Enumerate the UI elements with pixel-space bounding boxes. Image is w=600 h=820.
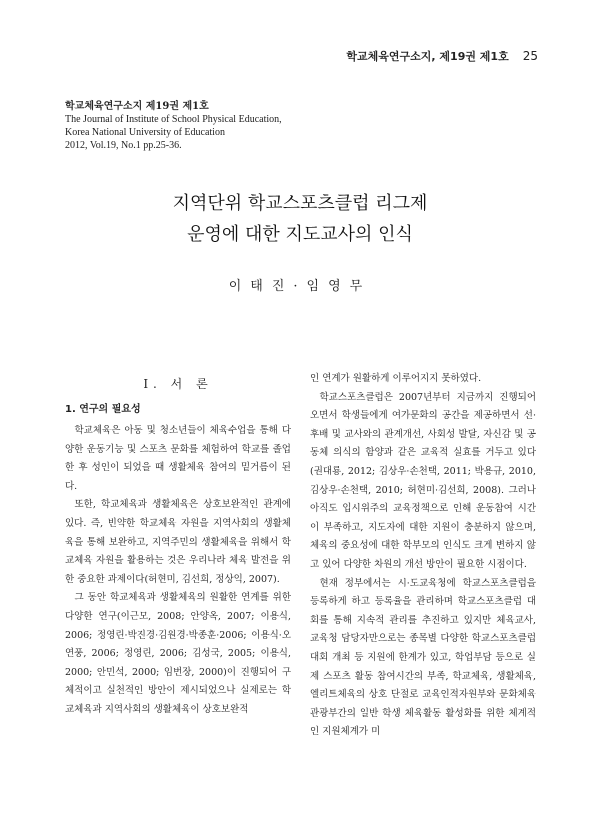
masthead-english-line1: The Journal of Institute of School Physical Education, [65, 114, 282, 125]
section-heading: I. 서 론 [143, 377, 213, 391]
page-number: 25 [522, 49, 538, 63]
body-paragraph: 인 연계가 원활하게 이루어지지 못하였다. [310, 373, 482, 384]
body-paragraph: 또한, 학교체육과 생활체육은 상호보완적인 관계에 있다. 즉, 빈약한 학교체육 자원을 지역사회의 생활체육을 통해 보완하고, 지역주민의 생활체육을 위해서 학교체육 자원을 활용하는 것은 우리나라 체육 발전을 위한 중요한 과제이다(허현미, 김선희, 정상익, 2007). [65, 499, 291, 585]
paper-title [0, 188, 600, 250]
body-paragraph: 그 동안 학교체육과 생활체육의 원활한 연계를 위한 다양한 연구(이근모, 2008; 안양옥, 2007; 이용식, 2006; 정영린·박진경·김원경·박종훈·2006; 이용식·오연풍, 2006; 정영린, 2006; 김성국, 2005; 이용식, 2000; 안민석, 2000; 임번장, 2000)이 진행되어 구체적이고 실천적인 방안이 제시되었으나 실제로는 학교체육과 지역사회의 생활체육이 상호보완적 [65, 592, 291, 715]
running-head [346, 48, 538, 64]
running-head-journal: 학교체육연구소지, 제19권 제1호 [346, 50, 509, 63]
body-paragraph: 현재 정부에서는 시·도교육청에 학교스포츠클럽을 등록하게 하고 등록율을 관리하며 학교스포츠클럽 대회를 통해 지속적 관리를 추진하고 있지만 체육교사, 교육청 담당자만으로는 종목별 다양한 학교스포츠클럽 대회 개최 등 지원에 한계가 있고, 학업부담 등으로 실제 스포츠 활동 참여시간의 부족, 학교체육, 생활체육, 엘리트체육의 상호 단절로 교육인적자원부와 문화체육관광부간의 일반 학생 체육활동 활성화를 위한 체계적인 지원체계가 미 [310, 577, 536, 738]
title-line2: 운영에 대한 지도교사의 인식 [187, 224, 413, 245]
subsection-heading: 1. 연구의 필요성 [65, 404, 141, 415]
journal-masthead [65, 100, 282, 152]
masthead-english-line2: Korea National University of Education [65, 127, 225, 138]
masthead-korean: 학교체육연구소지 제19권 제1호 [65, 101, 209, 112]
body-paragraph: 학교체육은 아동 및 청소년들이 체육수업을 통해 다양한 운동기능 및 스포츠 문화를 체험하여 학교를 졸업한 후 성인이 되었을 때 생활체육 참여의 밑거름이 된다. [65, 425, 291, 492]
body-paragraph: 학교스포츠클럽은 2007년부터 지금까지 진행되어 오면서 학생들에게 여가문화의 공간을 제공하면서 선·후배 및 교사와의 관계개선, 사회성 발달, 자신감 및 공동체 의식의 함양과 같은 교육적 실효를 거두고 있다(권대룡, 2012; 김상우·손천택, 2011; 박용규, 2010, 김상우·손천택, 2010; 허현미·김선희, 2008). 그러나 아직도 입시위주의 교육정책으로 인해 운동참여 시간이 부족하고, 지도자에 대한 지원이 충분하지 않으며, 체육의 중요성에 대한 학부모의 인식도 크게 변하지 않고 있어 다양한 차원의 개선 방안이 필요한 시점이다. [310, 391, 536, 570]
masthead-citation: 2012, Vol.19, No.1 pp.25-36. [65, 140, 182, 151]
left-column [65, 370, 291, 720]
authors: 이태진·임영무 [228, 279, 372, 294]
title-line1: 지역단위 학교스포츠클럽 리그제 [172, 193, 428, 214]
right-column [310, 370, 536, 742]
